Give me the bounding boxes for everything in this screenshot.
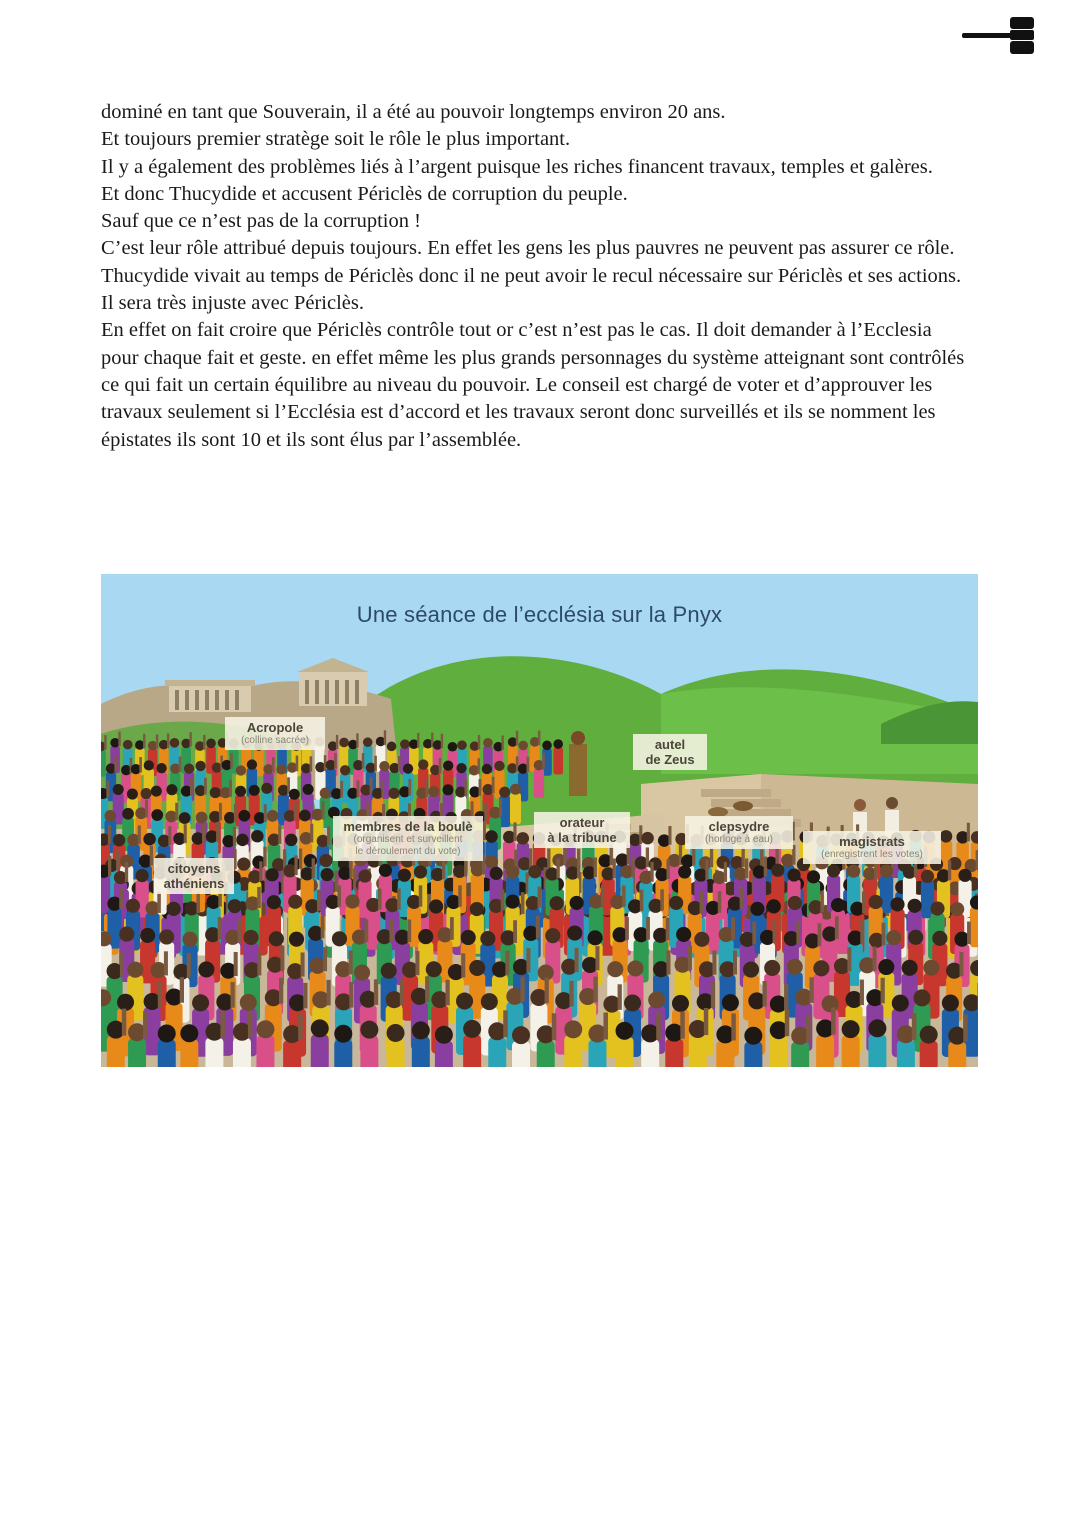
label-boule-sub1: (organisent et surveillent (353, 834, 463, 845)
text-line: Et toujours premier stratège soit le rôle le plus important. (101, 128, 571, 151)
ecclesia-illustration (101, 574, 978, 1067)
label-clepsydre-main: clepsydre (708, 819, 770, 834)
body-text (101, 99, 971, 454)
label-clepsydre (685, 816, 793, 849)
text-line: C’est leur rôle attribué depuis toujours. En effet les gens les plus pauvres ne peuvent pas assurer ce rôle. (101, 237, 955, 260)
gavel-logo-icon (960, 16, 1036, 56)
label-boule-main: membres de la boulè (343, 819, 473, 834)
label-magistrats-main: magistrats (839, 834, 905, 849)
label-acropole-main: Acropole (246, 720, 304, 735)
figure-title: Une séance de l’ecclésia sur la Pnyx (356, 602, 723, 627)
text-line: Et donc Thucydide et accusent Périclès de corruption du peuple. (101, 182, 628, 205)
text-line: Thucydide vivait au temps de Périclès donc il ne peut avoir le recul nécessaire sur Périclès et ses actions. (101, 264, 962, 287)
text-line: Sauf que ce n’est pas de la corruption ! (101, 210, 421, 233)
label-citoyens-line2: athéniens (163, 876, 225, 891)
text-line: Il sera très injuste avec Périclès. (101, 292, 364, 315)
label-clepsydre-sub: (horloge à eau) (705, 834, 773, 845)
label-magistrats (803, 831, 941, 864)
label-autel-line2: de Zeus (645, 752, 695, 767)
label-orateur-line1: orateur (559, 815, 605, 830)
label-orateur-line2: à la tribune (547, 830, 617, 845)
text-line: dominé en tant que Souverain, il a été au pouvoir longtemps environ 20 ans. (101, 101, 726, 123)
label-acropole (225, 717, 325, 750)
label-citoyens-line1: citoyens (167, 861, 221, 876)
label-boule-sub2: le déroulement du vote) (355, 846, 461, 857)
text-line: Il y a également des problèmes liés à l’argent puisque les riches financent travaux, temples et galères. (101, 155, 933, 178)
label-autel (633, 734, 707, 770)
label-acropole-sub: (colline sacrée) (241, 735, 309, 746)
label-autel-line1: autel (654, 737, 686, 752)
label-orateur (534, 812, 630, 848)
label-boule (333, 816, 483, 861)
label-magistrats-sub: (enregistrent les votes) (821, 849, 923, 860)
text-line: En effet on fait croire que Périclès contrôle tout or c’est n’est pas le cas. Il doit demander à l’Ecclesia pour chaque fait et geste. en effet même les plus grands personnages du système atteignant sont contrôlés ce qui fait un certain équilibre au niveau du pouvoir. Le conseil est chargé de voter et d’approuver les travaux seulement si l’Ecclésia est d’accord et les travaux seront donc surveillés et ils se nomment les épistates ils sont 10 et ils sont élus par l’assemblée. (101, 319, 965, 451)
label-citoyens (154, 858, 234, 894)
